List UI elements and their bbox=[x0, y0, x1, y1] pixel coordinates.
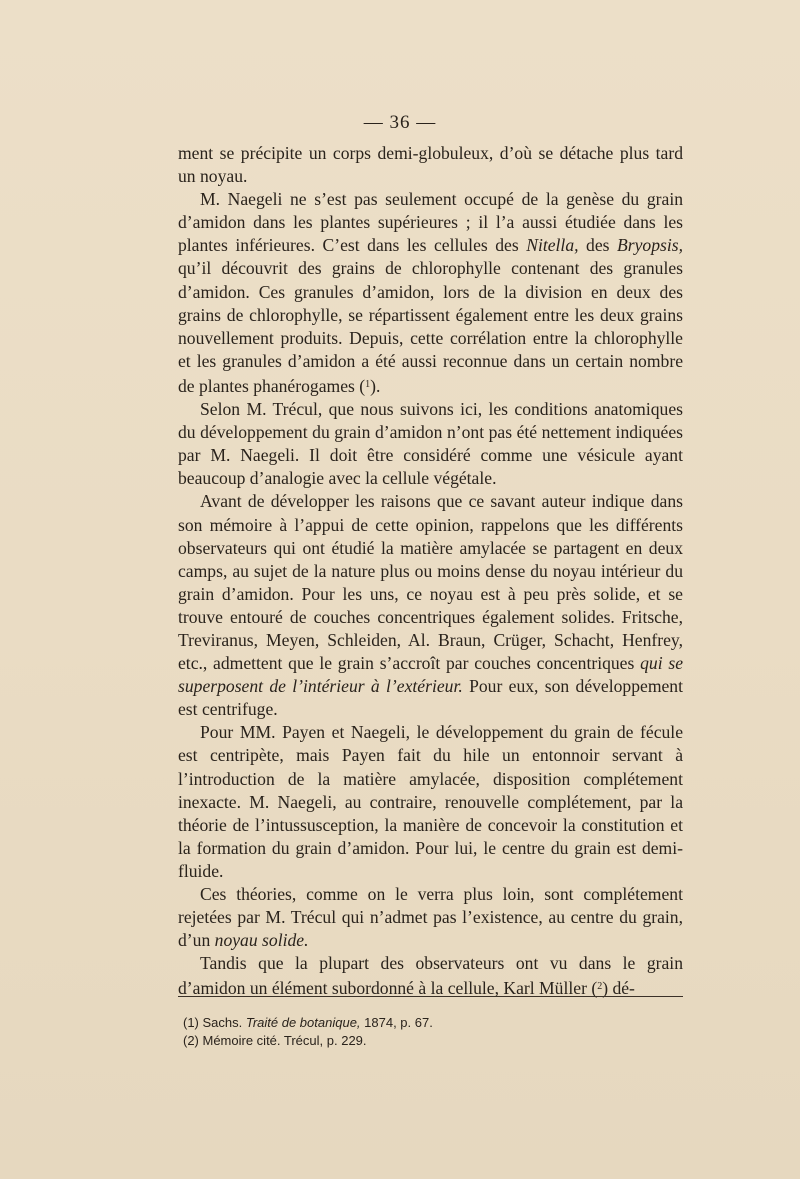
text-run: qu’il découvrit des grains de chlorophylle contenant des granules d’amidon. Ces granules d’amidon, lors de la division en deux des grains de chlorophylle, se répartissent également entre les deux grains nouvellement produits. Depuis, cette corrélation entre la chlorophylle et les granules d’amidon a été aussi reconnue dans un certain nombre de plantes phanérogames ( bbox=[178, 258, 683, 396]
italic-text: Nitella, bbox=[526, 235, 579, 256]
text-run: Ces théories, comme on le verra plus loin, sont complétement rejetées par M. Trécul qui n’admet pas l’existence, au centre du grain, d’un bbox=[178, 884, 683, 951]
body-text bbox=[178, 142, 683, 1000]
text-run: ment se précipite un corps demi-globuleux, d’où se détache plus tard un noyau. bbox=[178, 143, 683, 187]
text-run: (2) Mémoire cité. Trécul, p. 229. bbox=[183, 1033, 367, 1048]
text-run: des bbox=[578, 235, 618, 256]
paragraph bbox=[178, 952, 683, 1000]
text-run: (1) Sachs. bbox=[183, 1015, 246, 1030]
paragraph bbox=[178, 188, 683, 398]
footnote-ref: 2 bbox=[597, 981, 603, 993]
paragraph bbox=[178, 490, 683, 721]
text-run: Tandis que la plupart des observateurs ont vu dans le grain d’amidon un élément subordonné à la cellule, Karl Müller ( bbox=[178, 953, 683, 999]
footnote-rule bbox=[178, 996, 683, 997]
text-run: Pour MM. Payen et Naegeli, le développement du grain de fécule est centripète, mais Payen fait du hile un entonnoir servant à l’introduction de la matière amylacée, disposition complétement inexacte. M. Naegeli, au contraire, renouvelle complétement, par la théorie de l’intussusception, la manière de concevoir la constitution et la formation du grain d’amidon. Pour lui, le centre du grain est demi-fluide. bbox=[178, 722, 683, 881]
text-run: Selon M. Trécul, que nous suivons ici, les conditions anatomiques du développement du grain d’amidon n’ont pas été nettement indiquées par M. Naegeli. Il doit être considéré comme une vésicule ayant beaucoup d’analogie avec la cellule végétale. bbox=[178, 399, 683, 489]
italic-text: Bryopsis, bbox=[617, 235, 683, 256]
text-run: ). bbox=[370, 375, 381, 396]
italic-text: Traité de botanique, bbox=[245, 1015, 361, 1030]
text-run: 1874, p. 67. bbox=[360, 1015, 433, 1030]
paragraph bbox=[178, 142, 683, 188]
text-run: ) dé- bbox=[602, 978, 635, 999]
italic-text: noyau solide. bbox=[214, 930, 309, 951]
footnote-ref: 1 bbox=[365, 378, 371, 390]
page-number: — 36 — bbox=[363, 112, 437, 133]
paragraph bbox=[178, 883, 683, 952]
text-run: M. Naegeli ne s’est pas seulement occupé de la genèse du grain d’amidon dans les plantes supérieures ; il l’a aussi étudiée dans les plantes inférieures. C’est dans les cellules des bbox=[178, 189, 683, 256]
footnote bbox=[183, 1032, 678, 1050]
italic-text: qui se superposent de l’intérieur à l’extérieur. bbox=[178, 653, 684, 697]
paragraph bbox=[178, 721, 683, 883]
text-run: Avant de développer les raisons que ce savant auteur indique dans son mémoire à l’appui de cette opinion, rappelons que les différents observateurs qui ont étudié la matière amylacée se partagent en deux camps, au sujet de la nature plus ou moins dense du noyau intérieur du grain d’amidon. Pour les uns, ce noyau est à peu près solide, et se trouve entouré de couches concentriques également solides. Fritsche, Treviranus, Meyen, Schleiden, Al. Braun, Crüger, Schacht, Henfrey, etc., admettent que le grain s’accroît par couches concentriques bbox=[178, 491, 683, 674]
paragraph bbox=[178, 398, 683, 490]
text-run: Pour eux, son développement est centrifuge. bbox=[178, 676, 683, 720]
footnotes bbox=[183, 1014, 678, 1050]
footnote bbox=[183, 1014, 678, 1032]
